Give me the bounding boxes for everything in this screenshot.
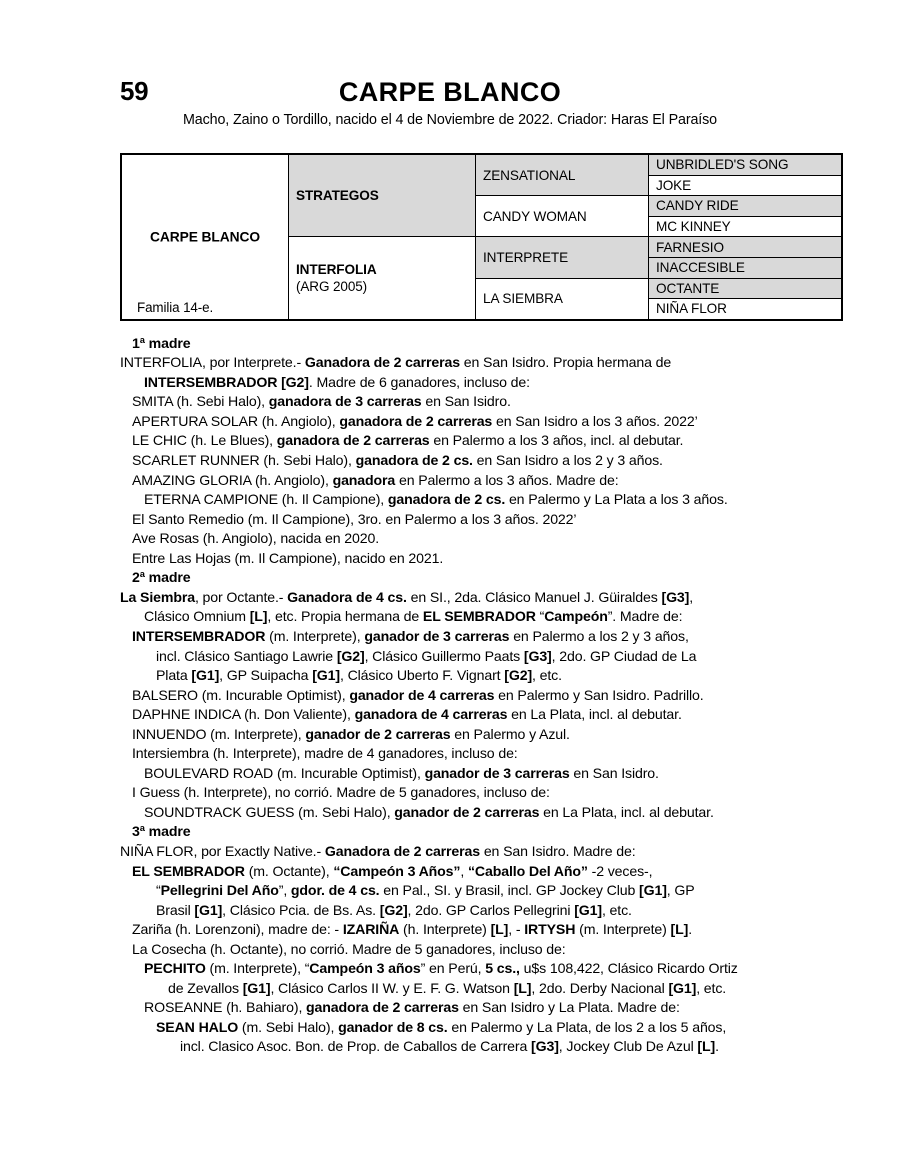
family-number: Familia 14-e. <box>137 299 214 315</box>
section-heading: 1ª madre <box>132 334 191 351</box>
pedigree-narrative <box>120 334 780 1057</box>
hip-number: 59 <box>120 76 149 106</box>
narrative-line: incl. Clásico Santiago Lawrie [G2], Clásico Guillermo Paats [G3], 2do. GP Ciudad de La <box>156 647 697 664</box>
narrative-line: El Santo Remedio (m. Il Campione), 3ro. en Palermo a los 3 años. 2022’ <box>132 510 577 527</box>
dam-sire-cell: INTERPRETE <box>476 237 649 278</box>
narrative-line: NIÑA FLOR, por Exactly Native.- Ganadora de 2 carreras en San Isidro. Madre de: <box>120 842 636 859</box>
section-heading: 3ª madre <box>132 823 191 840</box>
dam-origin: (ARG 2005) <box>296 279 368 295</box>
narrative-line: incl. Clasico Asoc. Bon. de Prop. de Caballos de Carrera [G3], Jockey Club De Azul [L]. <box>180 1038 719 1055</box>
pedigree-table-wrap <box>120 153 789 321</box>
narrative-line: ETERNA CAMPIONE (h. Il Campione), ganadora de 2 cs. en Palermo y La Plata a los 3 años. <box>144 491 728 508</box>
narrative-line: SMITA (h. Sebi Halo), ganadora de 3 carreras en San Isidro. <box>132 393 511 410</box>
gg4-cell: MC KINNEY <box>649 216 843 237</box>
page-title: CARPE BLANCO <box>338 77 562 107</box>
narrative-line: APERTURA SOLAR (h. Angiolo), ganadora de 2 carreras en San Isidro a los 3 años. 2022’ <box>132 412 698 429</box>
narrative-line: DAPHNE INDICA (h. Don Valiente), ganadora de 4 carreras en La Plata, incl. al debutar. <box>132 706 682 723</box>
dam-name: INTERFOLIA <box>296 261 377 277</box>
narrative-line: Zariña (h. Lorenzoni), madre de: - IZARIÑA (h. Interprete) [L], - IRTYSH (m. Interprete) [L]. <box>132 921 693 938</box>
narrative-line: Clásico Omnium [L], etc. Propia hermana de EL SEMBRADOR “Campeón”. Madre de: <box>144 608 683 625</box>
section-heading: 2ª madre <box>132 569 191 586</box>
narrative-line: AMAZING GLORIA (h. Angiolo), ganadora en Palermo a los 3 años. Madre de: <box>132 471 619 488</box>
narrative-line: SOUNDTRACK GUESS (m. Sebi Halo), ganador de 2 carreras en La Plata, incl. al debutar. <box>144 803 714 820</box>
sire-cell <box>289 154 476 237</box>
narrative-line: SCARLET RUNNER (h. Sebi Halo), ganadora de 2 cs. en San Isidro a los 2 y 3 años. <box>132 452 663 469</box>
narrative-line: BALSERO (m. Incurable Optimist), ganador de 4 carreras en Palermo y San Isidro. Padrillo. <box>132 686 704 703</box>
subject-name: CARPE BLANCO <box>150 229 260 245</box>
narrative-line: Plata [G1], GP Suipacha [G1], Clásico Uberto F. Vignart [G2], etc. <box>156 667 562 684</box>
sire-sire-cell: ZENSATIONAL <box>476 154 649 196</box>
narrative-line: Intersiembra (h. Interprete), madre de 4 ganadores, incluso de: <box>132 745 518 762</box>
gg3-cell: CANDY RIDE <box>649 196 843 217</box>
table-row <box>121 154 842 175</box>
narrative-line: Entre Las Hojas (m. Il Campione), nacido en 2021. <box>132 549 444 566</box>
gg6-cell: INACCESIBLE <box>649 257 843 278</box>
narrative-line: “Pellegrini Del Año”, gdor. de 4 cs. en Pal., SI. y Brasil, incl. GP Jockey Club [G1], GP <box>156 882 695 899</box>
narrative-line: LE CHIC (h. Le Blues), ganadora de 2 carreras en Palermo a los 3 años, incl. al debutar. <box>132 432 684 449</box>
sire-dam-cell: CANDY WOMAN <box>476 196 649 237</box>
narrative-line: I Guess (h. Interprete), no corrió. Madre de 5 ganadores, incluso de: <box>132 784 550 801</box>
narrative-line: INTERSEMBRADOR (m. Interprete), ganador de 3 carreras en Palermo a los 2 y 3 años, <box>132 627 689 644</box>
narrative-line: Ave Rosas (h. Angiolo), nacida en 2020. <box>132 530 380 547</box>
narrative-line: La Siembra, por Octante.- Ganadora de 4 cs. en SI., 2da. Clásico Manuel J. Güiraldes [G3], <box>120 588 694 605</box>
gg8-cell: NIÑA FLOR <box>649 299 843 320</box>
narrative-line: BOULEVARD ROAD (m. Incurable Optimist), ganador de 3 carreras en San Isidro. <box>144 764 659 781</box>
dam-dam-cell: LA SIEMBRA <box>476 278 649 320</box>
horse-description: Macho, Zaino o Tordillo, nacido el 4 de Noviembre de 2022. Criador: Haras El Paraíso <box>182 112 718 129</box>
narrative-line: SEAN HALO (m. Sebi Halo), ganador de 8 cs. en Palermo y La Plata, de los 2 a los 5 años, <box>156 1018 727 1035</box>
section-third-dam <box>120 822 780 1057</box>
narrative-line: INNUENDO (m. Interprete), ganador de 2 carreras en Palermo y Azul. <box>132 725 570 742</box>
section-second-dam <box>120 568 780 822</box>
narrative-line: INTERFOLIA, por Interprete.- Ganadora de 2 carreras en San Isidro. Propia hermana de <box>120 354 672 371</box>
dam-cell <box>289 237 476 320</box>
narrative-line: de Zevallos [G1], Clásico Carlos II W. y E. F. G. Watson [L], 2do. Derby Nacional [G1], etc. <box>168 979 727 996</box>
pedigree-table <box>120 153 843 321</box>
gg1-cell: UNBRIDLED'S SONG <box>649 154 843 175</box>
gg7-cell: OCTANTE <box>649 278 843 299</box>
narrative-line: PECHITO (m. Interprete), “Campeón 3 años” en Perú, 5 cs., u$s 108,422, Clásico Ricardo Ortiz <box>144 960 738 977</box>
gg5-cell: FARNESIO <box>649 237 843 258</box>
narrative-line: La Cosecha (h. Octante), no corrió. Madre de 5 ganadores, incluso de: <box>132 940 566 957</box>
narrative-line: ROSEANNE (h. Bahiaro), ganadora de 2 carreras en San Isidro y La Plata. Madre de: <box>144 999 680 1016</box>
gg2-cell: JOKE <box>649 175 843 196</box>
narrative-line: Brasil [G1], Clásico Pcia. de Bs. As. [G2], 2do. GP Carlos Pellegrini [G1], etc. <box>156 901 632 918</box>
narrative-line: INTERSEMBRADOR [G2]. Madre de 6 ganadores, incluso de: <box>144 373 530 390</box>
sire-name: STRATEGOS <box>296 187 379 203</box>
section-first-dam <box>120 334 780 569</box>
page-header <box>120 0 780 144</box>
subject-cell <box>121 154 289 320</box>
narrative-line: EL SEMBRADOR (m. Octante), “Campeón 3 Años”, “Caballo Del Año” -2 veces-, <box>132 862 653 879</box>
